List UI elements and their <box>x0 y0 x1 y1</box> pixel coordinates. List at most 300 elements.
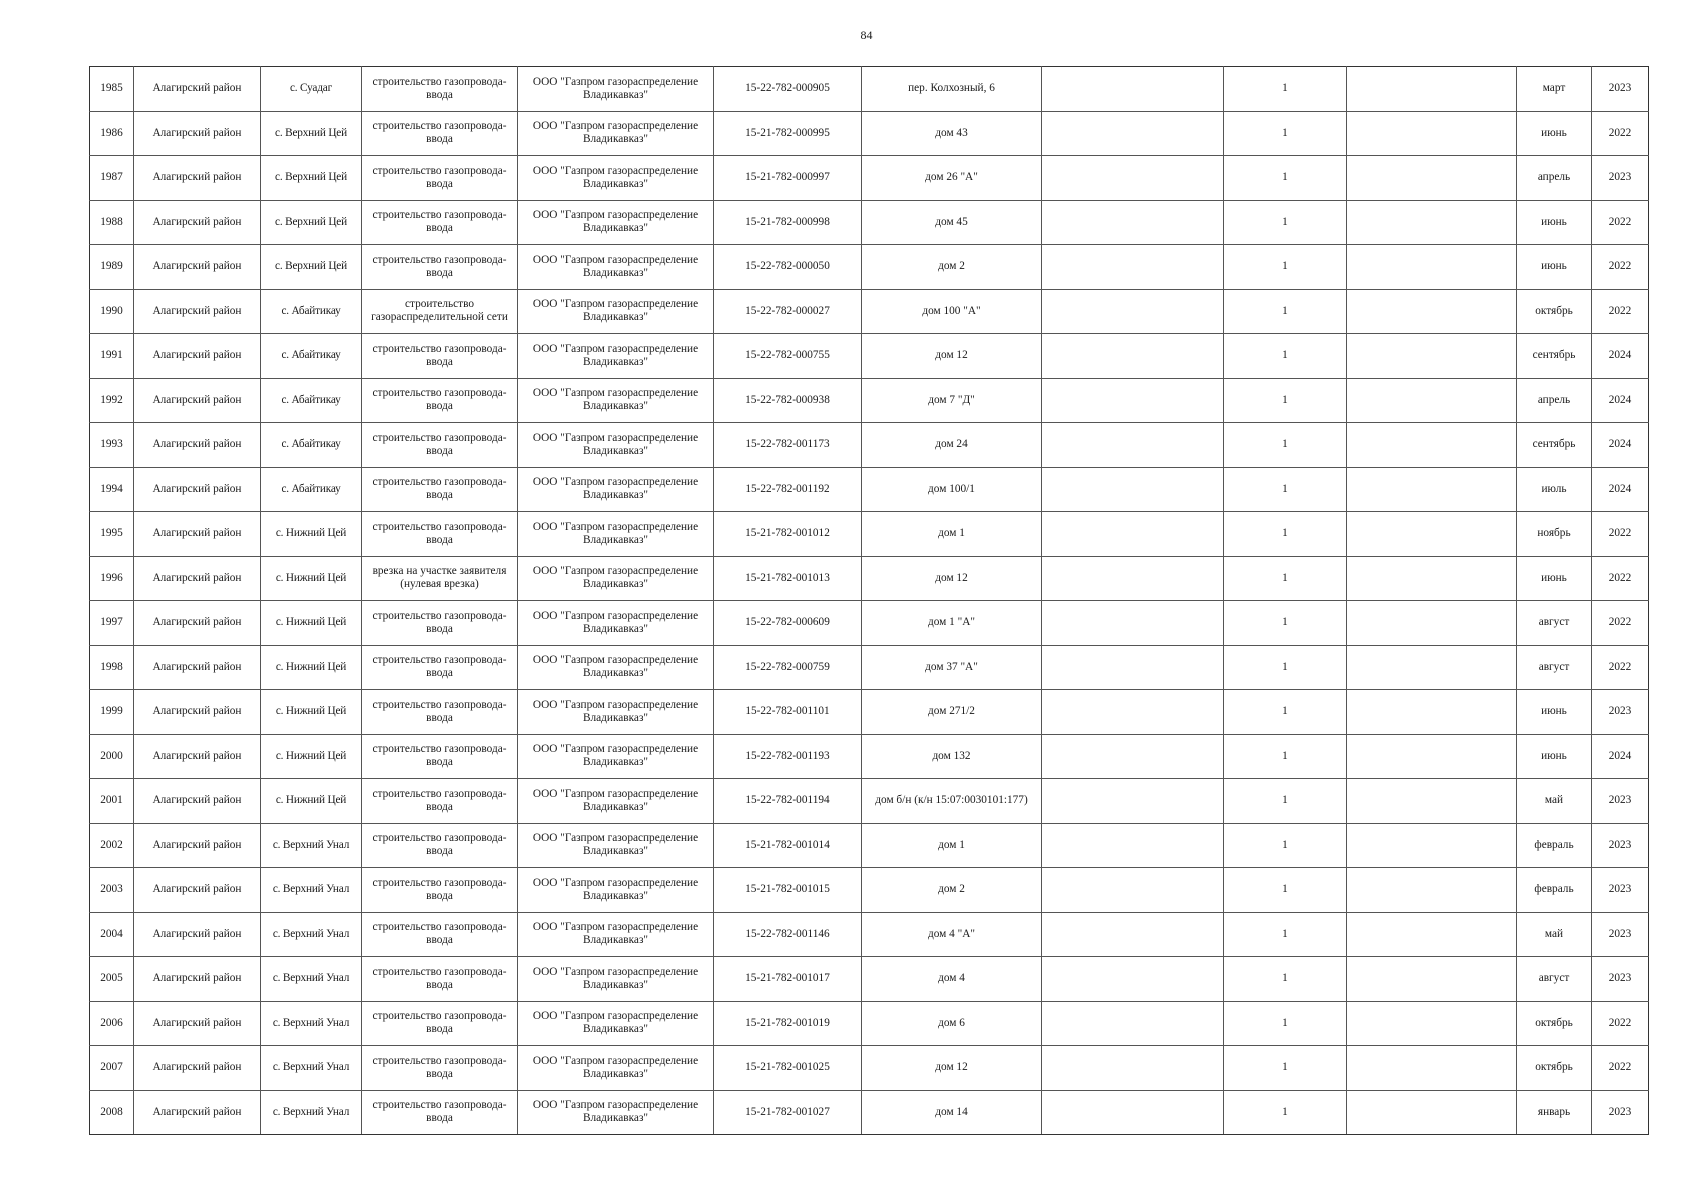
count-cell: 1 <box>1224 67 1347 112</box>
address-cell: дом 2 <box>862 868 1042 913</box>
work-type-cell: строительство газопровода-ввода <box>362 156 518 201</box>
empty-cell <box>1347 1046 1517 1091</box>
empty-cell <box>1042 156 1224 201</box>
empty-cell <box>1347 823 1517 868</box>
contract-number-cell: 15-21-782-001019 <box>714 1001 862 1046</box>
month-cell: май <box>1517 779 1592 824</box>
contract-number-cell: 15-22-782-001173 <box>714 423 862 468</box>
year-cell: 2023 <box>1592 823 1649 868</box>
settlement-cell: с. Абайтикау <box>261 378 362 423</box>
empty-cell <box>1042 378 1224 423</box>
settlement-cell: с. Верхний Унал <box>261 1001 362 1046</box>
count-cell: 1 <box>1224 334 1347 379</box>
month-cell: апрель <box>1517 378 1592 423</box>
count-cell: 1 <box>1224 378 1347 423</box>
year-cell: 2023 <box>1592 690 1649 735</box>
empty-cell <box>1042 690 1224 735</box>
year-cell: 2023 <box>1592 1090 1649 1135</box>
address-cell: дом 271/2 <box>862 690 1042 735</box>
count-cell: 1 <box>1224 1001 1347 1046</box>
month-cell: октябрь <box>1517 1046 1592 1091</box>
address-cell: дом 12 <box>862 334 1042 379</box>
address-cell: дом 4 "А" <box>862 912 1042 957</box>
empty-cell <box>1347 957 1517 1002</box>
empty-cell <box>1347 912 1517 957</box>
settlement-cell: с. Верхний Унал <box>261 868 362 913</box>
organization-cell: ООО "Газпром газораспределение Владикавказ" <box>518 645 714 690</box>
district-cell: Алагирский район <box>134 823 261 868</box>
count-cell: 1 <box>1224 601 1347 646</box>
district-cell: Алагирский район <box>134 779 261 824</box>
empty-cell <box>1347 378 1517 423</box>
settlement-cell: с. Нижний Цей <box>261 512 362 557</box>
count-cell: 1 <box>1224 823 1347 868</box>
work-type-cell: строительство газопровода-ввода <box>362 334 518 379</box>
table-row <box>90 289 1649 334</box>
address-cell: дом 100/1 <box>862 467 1042 512</box>
year-cell: 2023 <box>1592 67 1649 112</box>
row-number-cell: 2000 <box>90 734 134 779</box>
month-cell: февраль <box>1517 823 1592 868</box>
empty-cell <box>1347 690 1517 735</box>
organization-cell: ООО "Газпром газораспределение Владикавказ" <box>518 1001 714 1046</box>
contract-number-cell: 15-22-782-000050 <box>714 245 862 290</box>
row-number-cell: 1985 <box>90 67 134 112</box>
empty-cell <box>1042 289 1224 334</box>
year-cell: 2024 <box>1592 378 1649 423</box>
empty-cell <box>1347 334 1517 379</box>
empty-cell <box>1347 601 1517 646</box>
year-cell: 2022 <box>1592 601 1649 646</box>
district-cell: Алагирский район <box>134 156 261 201</box>
work-type-cell: строительство газопровода-ввода <box>362 467 518 512</box>
empty-cell <box>1347 868 1517 913</box>
work-type-cell: строительство газопровода-ввода <box>362 67 518 112</box>
year-cell: 2023 <box>1592 868 1649 913</box>
empty-cell <box>1347 556 1517 601</box>
organization-cell: ООО "Газпром газораспределение Владикавказ" <box>518 334 714 379</box>
settlement-cell: с. Абайтикау <box>261 467 362 512</box>
district-cell: Алагирский район <box>134 556 261 601</box>
row-number-cell: 1989 <box>90 245 134 290</box>
table-row <box>90 200 1649 245</box>
address-cell: дом б/н (к/н 15:07:0030101:177) <box>862 779 1042 824</box>
district-cell: Алагирский район <box>134 645 261 690</box>
work-type-cell: строительство газопровода-ввода <box>362 1046 518 1091</box>
work-type-cell: строительство газопровода-ввода <box>362 912 518 957</box>
empty-cell <box>1042 67 1224 112</box>
year-cell: 2024 <box>1592 467 1649 512</box>
empty-cell <box>1347 512 1517 557</box>
month-cell: август <box>1517 645 1592 690</box>
row-number-cell: 1995 <box>90 512 134 557</box>
table-row <box>90 823 1649 868</box>
empty-cell <box>1347 779 1517 824</box>
organization-cell: ООО "Газпром газораспределение Владикавказ" <box>518 823 714 868</box>
month-cell: июнь <box>1517 200 1592 245</box>
address-cell: пер. Колхозный, 6 <box>862 67 1042 112</box>
row-number-cell: 1988 <box>90 200 134 245</box>
count-cell: 1 <box>1224 734 1347 779</box>
table-row <box>90 645 1649 690</box>
settlement-cell: с. Нижний Цей <box>261 601 362 646</box>
row-number-cell: 2008 <box>90 1090 134 1135</box>
district-cell: Алагирский район <box>134 378 261 423</box>
organization-cell: ООО "Газпром газораспределение Владикавказ" <box>518 289 714 334</box>
table-row <box>90 1046 1649 1091</box>
year-cell: 2022 <box>1592 1046 1649 1091</box>
contract-number-cell: 15-22-782-001101 <box>714 690 862 735</box>
empty-cell <box>1347 1090 1517 1135</box>
settlement-cell: с. Верхний Унал <box>261 1046 362 1091</box>
address-cell: дом 37 "А" <box>862 645 1042 690</box>
empty-cell <box>1347 467 1517 512</box>
row-number-cell: 1997 <box>90 601 134 646</box>
table-row <box>90 1090 1649 1135</box>
organization-cell: ООО "Газпром газораспределение Владикавказ" <box>518 423 714 468</box>
settlement-cell: с. Верхний Унал <box>261 823 362 868</box>
contract-number-cell: 15-21-782-001014 <box>714 823 862 868</box>
organization-cell: ООО "Газпром газораспределение Владикавказ" <box>518 779 714 824</box>
empty-cell <box>1347 423 1517 468</box>
settlement-cell: с. Верхний Цей <box>261 111 362 156</box>
table-row <box>90 512 1649 557</box>
work-type-cell: строительство газопровода-ввода <box>362 378 518 423</box>
table-row <box>90 957 1649 1002</box>
contract-number-cell: 15-22-782-000609 <box>714 601 862 646</box>
district-cell: Алагирский район <box>134 1046 261 1091</box>
settlement-cell: с. Абайтикау <box>261 334 362 379</box>
registry-table <box>89 66 1649 1135</box>
organization-cell: ООО "Газпром газораспределение Владикавказ" <box>518 512 714 557</box>
count-cell: 1 <box>1224 111 1347 156</box>
settlement-cell: с. Верхний Унал <box>261 957 362 1002</box>
organization-cell: ООО "Газпром газораспределение Владикавказ" <box>518 1046 714 1091</box>
year-cell: 2023 <box>1592 912 1649 957</box>
address-cell: дом 1 "А" <box>862 601 1042 646</box>
district-cell: Алагирский район <box>134 690 261 735</box>
row-number-cell: 1990 <box>90 289 134 334</box>
contract-number-cell: 15-21-782-001017 <box>714 957 862 1002</box>
work-type-cell: строительство газопровода-ввода <box>362 245 518 290</box>
empty-cell <box>1042 245 1224 290</box>
work-type-cell: строительство газопровода-ввода <box>362 957 518 1002</box>
work-type-cell: строительство газораспределительной сети <box>362 289 518 334</box>
settlement-cell: с. Верхний Цей <box>261 156 362 201</box>
contract-number-cell: 15-22-782-001194 <box>714 779 862 824</box>
row-number-cell: 1999 <box>90 690 134 735</box>
contract-number-cell: 15-21-782-000995 <box>714 111 862 156</box>
year-cell: 2022 <box>1592 512 1649 557</box>
address-cell: дом 45 <box>862 200 1042 245</box>
empty-cell <box>1042 912 1224 957</box>
empty-cell <box>1347 156 1517 201</box>
district-cell: Алагирский район <box>134 200 261 245</box>
contract-number-cell: 15-22-782-000938 <box>714 378 862 423</box>
organization-cell: ООО "Газпром газораспределение Владикавказ" <box>518 556 714 601</box>
year-cell: 2022 <box>1592 111 1649 156</box>
empty-cell <box>1347 111 1517 156</box>
settlement-cell: с. Абайтикау <box>261 289 362 334</box>
district-cell: Алагирский район <box>134 111 261 156</box>
month-cell: июль <box>1517 467 1592 512</box>
contract-number-cell: 15-21-782-000997 <box>714 156 862 201</box>
address-cell: дом 132 <box>862 734 1042 779</box>
organization-cell: ООО "Газпром газораспределение Владикавказ" <box>518 200 714 245</box>
table-row <box>90 912 1649 957</box>
row-number-cell: 1998 <box>90 645 134 690</box>
empty-cell <box>1042 1090 1224 1135</box>
row-number-cell: 2005 <box>90 957 134 1002</box>
district-cell: Алагирский район <box>134 334 261 379</box>
settlement-cell: с. Верхний Цей <box>261 200 362 245</box>
count-cell: 1 <box>1224 868 1347 913</box>
empty-cell <box>1042 1001 1224 1046</box>
month-cell: июнь <box>1517 245 1592 290</box>
row-number-cell: 2007 <box>90 1046 134 1091</box>
address-cell: дом 7 "Д" <box>862 378 1042 423</box>
month-cell: май <box>1517 912 1592 957</box>
work-type-cell: строительство газопровода-ввода <box>362 1001 518 1046</box>
year-cell: 2023 <box>1592 957 1649 1002</box>
month-cell: июнь <box>1517 690 1592 735</box>
year-cell: 2023 <box>1592 779 1649 824</box>
work-type-cell: строительство газопровода-ввода <box>362 690 518 735</box>
district-cell: Алагирский район <box>134 467 261 512</box>
table-row <box>90 779 1649 824</box>
empty-cell <box>1042 556 1224 601</box>
empty-cell <box>1347 67 1517 112</box>
empty-cell <box>1042 601 1224 646</box>
count-cell: 1 <box>1224 156 1347 201</box>
month-cell: апрель <box>1517 156 1592 201</box>
contract-number-cell: 15-22-782-000759 <box>714 645 862 690</box>
address-cell: дом 12 <box>862 556 1042 601</box>
empty-cell <box>1347 245 1517 290</box>
address-cell: дом 24 <box>862 423 1042 468</box>
work-type-cell: строительство газопровода-ввода <box>362 1090 518 1135</box>
settlement-cell: с. Верхний Унал <box>261 1090 362 1135</box>
address-cell: дом 100 "А" <box>862 289 1042 334</box>
month-cell: июнь <box>1517 556 1592 601</box>
table-row <box>90 601 1649 646</box>
row-number-cell: 2004 <box>90 912 134 957</box>
work-type-cell: строительство газопровода-ввода <box>362 200 518 245</box>
table-row <box>90 67 1649 112</box>
count-cell: 1 <box>1224 245 1347 290</box>
count-cell: 1 <box>1224 1090 1347 1135</box>
settlement-cell: с. Нижний Цей <box>261 690 362 735</box>
year-cell: 2022 <box>1592 200 1649 245</box>
row-number-cell: 1987 <box>90 156 134 201</box>
organization-cell: ООО "Газпром газораспределение Владикавказ" <box>518 378 714 423</box>
month-cell: ноябрь <box>1517 512 1592 557</box>
row-number-cell: 1992 <box>90 378 134 423</box>
count-cell: 1 <box>1224 957 1347 1002</box>
table-row <box>90 1001 1649 1046</box>
work-type-cell: строительство газопровода-ввода <box>362 779 518 824</box>
organization-cell: ООО "Газпром газораспределение Владикавказ" <box>518 601 714 646</box>
count-cell: 1 <box>1224 467 1347 512</box>
empty-cell <box>1042 779 1224 824</box>
year-cell: 2022 <box>1592 245 1649 290</box>
contract-number-cell: 15-22-782-001146 <box>714 912 862 957</box>
address-cell: дом 1 <box>862 512 1042 557</box>
address-cell: дом 1 <box>862 823 1042 868</box>
empty-cell <box>1042 823 1224 868</box>
contract-number-cell: 15-21-782-001027 <box>714 1090 862 1135</box>
empty-cell <box>1042 512 1224 557</box>
year-cell: 2024 <box>1592 423 1649 468</box>
organization-cell: ООО "Газпром газораспределение Владикавказ" <box>518 67 714 112</box>
settlement-cell: с. Верхний Унал <box>261 912 362 957</box>
work-type-cell: строительство газопровода-ввода <box>362 601 518 646</box>
year-cell: 2022 <box>1592 556 1649 601</box>
district-cell: Алагирский район <box>134 868 261 913</box>
settlement-cell: с. Нижний Цей <box>261 734 362 779</box>
table-row <box>90 690 1649 735</box>
address-cell: дом 43 <box>862 111 1042 156</box>
row-number-cell: 1996 <box>90 556 134 601</box>
month-cell: август <box>1517 601 1592 646</box>
count-cell: 1 <box>1224 556 1347 601</box>
organization-cell: ООО "Газпром газораспределение Владикавказ" <box>518 111 714 156</box>
row-number-cell: 1994 <box>90 467 134 512</box>
organization-cell: ООО "Газпром газораспределение Владикавказ" <box>518 868 714 913</box>
table-row <box>90 423 1649 468</box>
year-cell: 2024 <box>1592 334 1649 379</box>
address-cell: дом 12 <box>862 1046 1042 1091</box>
month-cell: июнь <box>1517 111 1592 156</box>
row-number-cell: 2003 <box>90 868 134 913</box>
contract-number-cell: 15-21-782-001013 <box>714 556 862 601</box>
district-cell: Алагирский район <box>134 512 261 557</box>
table-row <box>90 734 1649 779</box>
work-type-cell: строительство газопровода-ввода <box>362 645 518 690</box>
empty-cell <box>1347 645 1517 690</box>
district-cell: Алагирский район <box>134 1090 261 1135</box>
month-cell: январь <box>1517 1090 1592 1135</box>
empty-cell <box>1042 423 1224 468</box>
table-row <box>90 245 1649 290</box>
count-cell: 1 <box>1224 289 1347 334</box>
organization-cell: ООО "Газпром газораспределение Владикавказ" <box>518 734 714 779</box>
contract-number-cell: 15-22-782-000905 <box>714 67 862 112</box>
district-cell: Алагирский район <box>134 67 261 112</box>
row-number-cell: 1993 <box>90 423 134 468</box>
month-cell: август <box>1517 957 1592 1002</box>
table-row <box>90 556 1649 601</box>
address-cell: дом 6 <box>862 1001 1042 1046</box>
row-number-cell: 2001 <box>90 779 134 824</box>
count-cell: 1 <box>1224 423 1347 468</box>
settlement-cell: с. Верхний Цей <box>261 245 362 290</box>
month-cell: июнь <box>1517 734 1592 779</box>
table-row <box>90 334 1649 379</box>
district-cell: Алагирский район <box>134 734 261 779</box>
contract-number-cell: 15-21-782-001025 <box>714 1046 862 1091</box>
year-cell: 2022 <box>1592 645 1649 690</box>
contract-number-cell: 15-21-782-001015 <box>714 868 862 913</box>
empty-cell <box>1347 1001 1517 1046</box>
table-row <box>90 111 1649 156</box>
count-cell: 1 <box>1224 912 1347 957</box>
row-number-cell: 1991 <box>90 334 134 379</box>
contract-number-cell: 15-22-782-001193 <box>714 734 862 779</box>
address-cell: дом 4 <box>862 957 1042 1002</box>
empty-cell <box>1042 111 1224 156</box>
table-row <box>90 868 1649 913</box>
district-cell: Алагирский район <box>134 957 261 1002</box>
row-number-cell: 1986 <box>90 111 134 156</box>
contract-number-cell: 15-22-782-001192 <box>714 467 862 512</box>
count-cell: 1 <box>1224 690 1347 735</box>
row-number-cell: 2002 <box>90 823 134 868</box>
count-cell: 1 <box>1224 779 1347 824</box>
month-cell: сентябрь <box>1517 334 1592 379</box>
table-row <box>90 156 1649 201</box>
empty-cell <box>1042 734 1224 779</box>
organization-cell: ООО "Газпром газораспределение Владикавказ" <box>518 912 714 957</box>
district-cell: Алагирский район <box>134 601 261 646</box>
work-type-cell: строительство газопровода-ввода <box>362 734 518 779</box>
contract-number-cell: 15-21-782-001012 <box>714 512 862 557</box>
month-cell: октябрь <box>1517 289 1592 334</box>
address-cell: дом 14 <box>862 1090 1042 1135</box>
organization-cell: ООО "Газпром газораспределение Владикавказ" <box>518 156 714 201</box>
empty-cell <box>1347 734 1517 779</box>
count-cell: 1 <box>1224 512 1347 557</box>
work-type-cell: врезка на участке заявителя (нулевая врезка) <box>362 556 518 601</box>
count-cell: 1 <box>1224 645 1347 690</box>
empty-cell <box>1347 200 1517 245</box>
address-cell: дом 26 "А" <box>862 156 1042 201</box>
work-type-cell: строительство газопровода-ввода <box>362 823 518 868</box>
organization-cell: ООО "Газпром газораспределение Владикавказ" <box>518 245 714 290</box>
work-type-cell: строительство газопровода-ввода <box>362 512 518 557</box>
empty-cell <box>1042 200 1224 245</box>
district-cell: Алагирский район <box>134 912 261 957</box>
settlement-cell: с. Нижний Цей <box>261 556 362 601</box>
empty-cell <box>1042 334 1224 379</box>
empty-cell <box>1042 645 1224 690</box>
organization-cell: ООО "Газпром газораспределение Владикавказ" <box>518 957 714 1002</box>
empty-cell <box>1042 957 1224 1002</box>
district-cell: Алагирский район <box>134 1001 261 1046</box>
organization-cell: ООО "Газпром газораспределение Владикавказ" <box>518 690 714 735</box>
month-cell: февраль <box>1517 868 1592 913</box>
year-cell: 2022 <box>1592 1001 1649 1046</box>
month-cell: сентябрь <box>1517 423 1592 468</box>
work-type-cell: строительство газопровода-ввода <box>362 868 518 913</box>
district-cell: Алагирский район <box>134 423 261 468</box>
district-cell: Алагирский район <box>134 289 261 334</box>
table-row <box>90 467 1649 512</box>
settlement-cell: с. Нижний Цей <box>261 645 362 690</box>
work-type-cell: строительство газопровода-ввода <box>362 111 518 156</box>
contract-number-cell: 15-22-782-000027 <box>714 289 862 334</box>
year-cell: 2022 <box>1592 289 1649 334</box>
contract-number-cell: 15-22-782-000755 <box>714 334 862 379</box>
count-cell: 1 <box>1224 200 1347 245</box>
address-cell: дом 2 <box>862 245 1042 290</box>
year-cell: 2023 <box>1592 156 1649 201</box>
year-cell: 2024 <box>1592 734 1649 779</box>
settlement-cell: с. Нижний Цей <box>261 779 362 824</box>
empty-cell <box>1347 289 1517 334</box>
work-type-cell: строительство газопровода-ввода <box>362 423 518 468</box>
contract-number-cell: 15-21-782-000998 <box>714 200 862 245</box>
